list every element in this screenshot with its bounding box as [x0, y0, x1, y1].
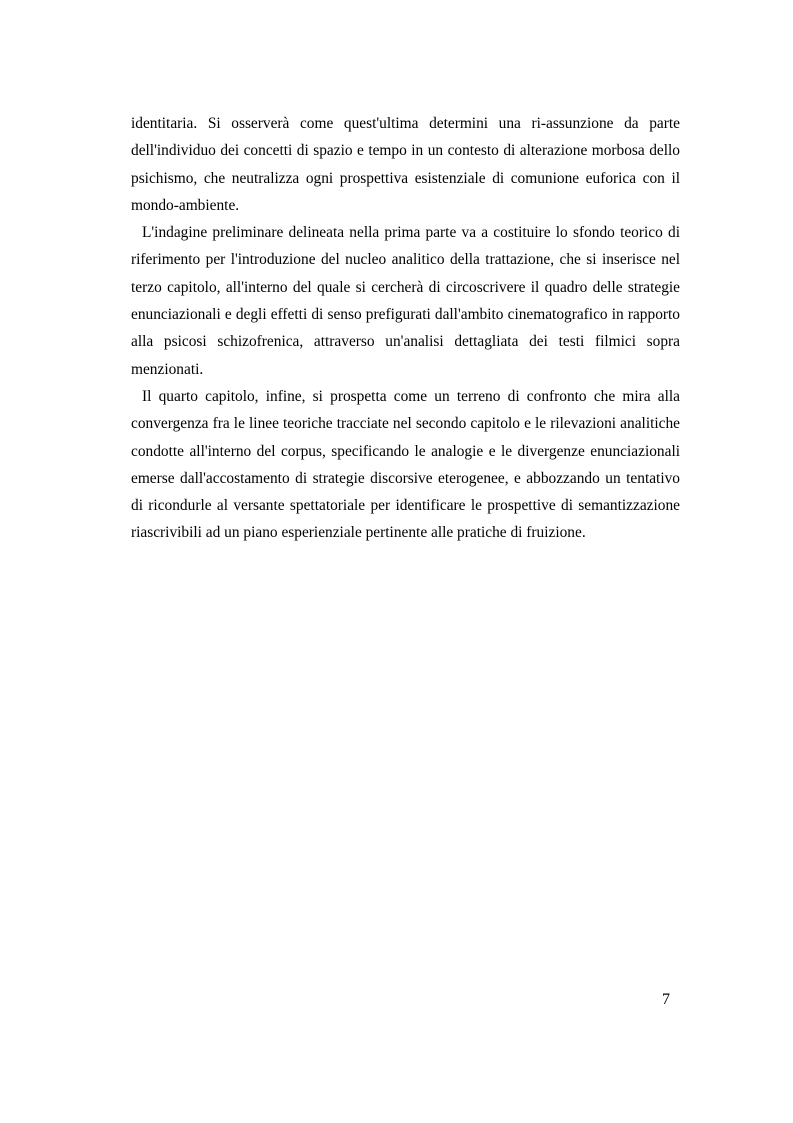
paragraph-continuation: identitaria. Si osserverà come quest'ultima determini una ri-assunzione da parte dell'individuo dei concetti di spazio e tempo in un contesto di alterazione morbosa dello psichismo, che neutralizza ogni prospettiva esistenziale di comunione euforica con il mondo-ambiente. — [131, 115, 680, 214]
paragraph-fourth-chapter: Il quarto capitolo, infine, si prospetta come un terreno di confronto che mira alla convergenza fra le linee teoriche tracciate nel secondo capitolo e le rilevazioni analitiche condotte all'interno del corpus, specificando le analogie e le divergenze enunciazionali emerse dall'accostamento di strategie discorsive eterogenee, e abbozzando un tentativo di ricondurle al versante spettatoriale per identificare le prospettive di semantizzazione riascrivibili ad un piano esperienziale pertinente alle pratiche di fruizione. — [131, 387, 680, 542]
paragraph-preliminary-inquiry: L'indagine preliminare delineata nella prima parte va a costituire lo sfondo teorico di riferimento per l'introduzione del nucleo analitico della trattazione, che si inserisce nel terzo capitolo, all'interno del quale si cercherà di circoscrivere il quadro delle strategie enunciazionali e degli effetti di senso prefigurati dall'ambito cinematografico in rapporto alla psicosi schizofrenica, attraverso un'analisi dettagliata dei testi filmici sopra menzionati. — [131, 224, 680, 378]
page-number: 7 — [662, 991, 670, 1008]
body-text — [131, 110, 680, 547]
